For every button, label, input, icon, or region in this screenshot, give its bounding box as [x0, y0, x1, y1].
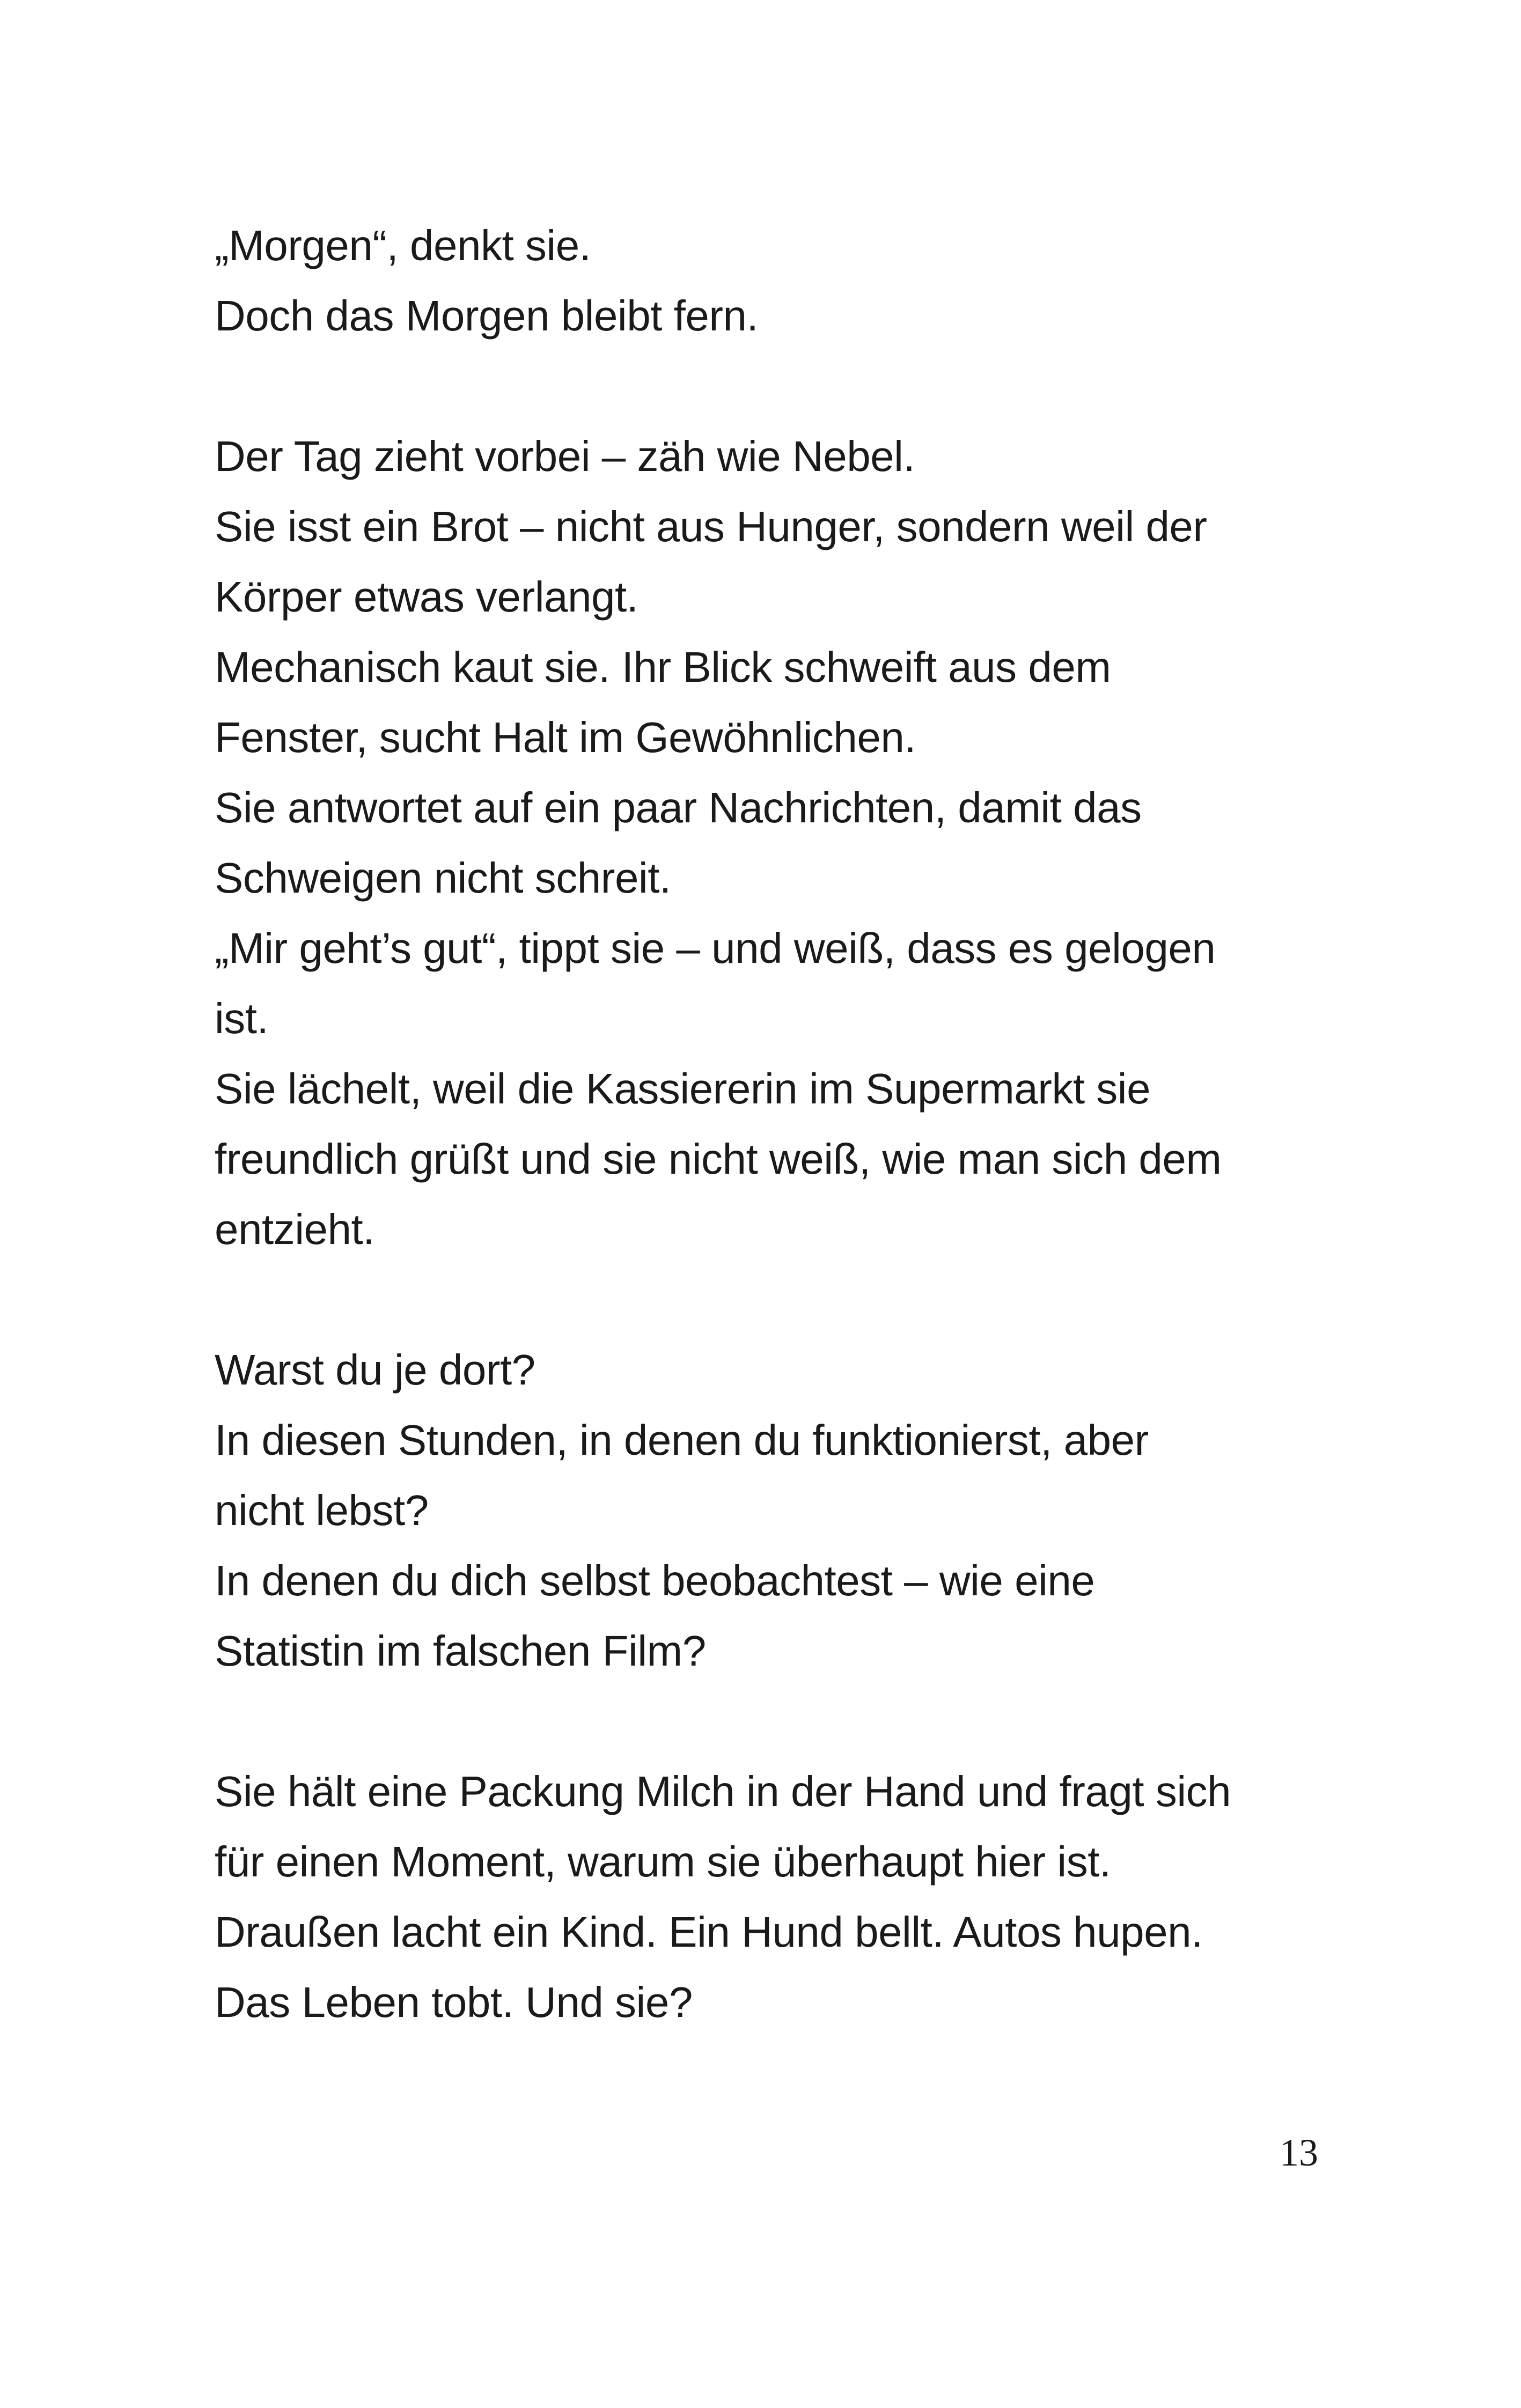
paragraph-3 — [215, 1335, 1331, 1686]
text-line: Sie isst ein Brot – nicht aus Hunger, sondern weil der — [215, 503, 1207, 550]
paragraph-2 — [215, 421, 1331, 1264]
text-line: Statistin im falschen Film? — [215, 1627, 706, 1675]
text-line: entzieht. — [215, 1205, 374, 1253]
text-line: Mechanisch kaut sie. Ihr Blick schweift aus dem — [215, 643, 1111, 691]
paragraph-gap — [215, 1686, 1331, 1756]
text-line: Doch das Morgen bleibt fern. — [215, 292, 759, 340]
text-line: Der Tag zieht vorbei – zäh wie Nebel. — [215, 432, 915, 480]
text-line: für einen Moment, warum sie überhaupt hier ist. — [215, 1838, 1111, 1886]
page-number: 13 — [1280, 2131, 1318, 2174]
paragraph-4 — [215, 1756, 1331, 2037]
text-line: nicht lebst? — [215, 1486, 429, 1534]
text-line: Draußen lacht ein Kind. Ein Hund bellt. Autos hupen. — [215, 1908, 1203, 1956]
page-text — [215, 210, 1331, 2037]
text-line: „Mir geht’s gut“, tippt sie – und weiß, dass es gelogen — [215, 924, 1216, 972]
text-line: In diesen Stunden, in denen du funktionierst, aber — [215, 1416, 1149, 1464]
text-line: Sie antwortet auf ein paar Nachrichten, damit das — [215, 784, 1142, 831]
paragraph-1 — [215, 210, 1331, 351]
text-line: Das Leben tobt. Und sie? — [215, 1978, 693, 2026]
text-line: Körper etwas verlangt. — [215, 573, 638, 621]
text-line: In denen du dich selbst beobachtest – wie eine — [215, 1557, 1095, 1604]
paragraph-gap — [215, 351, 1331, 421]
paragraph-gap — [215, 1264, 1331, 1335]
text-line: Schweigen nicht schreit. — [215, 854, 671, 902]
text-line: Warst du je dort? — [215, 1346, 535, 1394]
text-line: Fenster, sucht Halt im Gewöhnlichen. — [215, 713, 916, 761]
text-line: freundlich grüßt und sie nicht weiß, wie man sich dem — [215, 1135, 1222, 1183]
text-line: „Morgen“, denkt sie. — [215, 222, 591, 269]
text-line: Sie lächelt, weil die Kassiererin im Supermarkt sie — [215, 1065, 1151, 1113]
text-line: Sie hält eine Packung Milch in der Hand und fragt sich — [215, 1768, 1231, 1815]
text-line: ist. — [215, 995, 269, 1042]
